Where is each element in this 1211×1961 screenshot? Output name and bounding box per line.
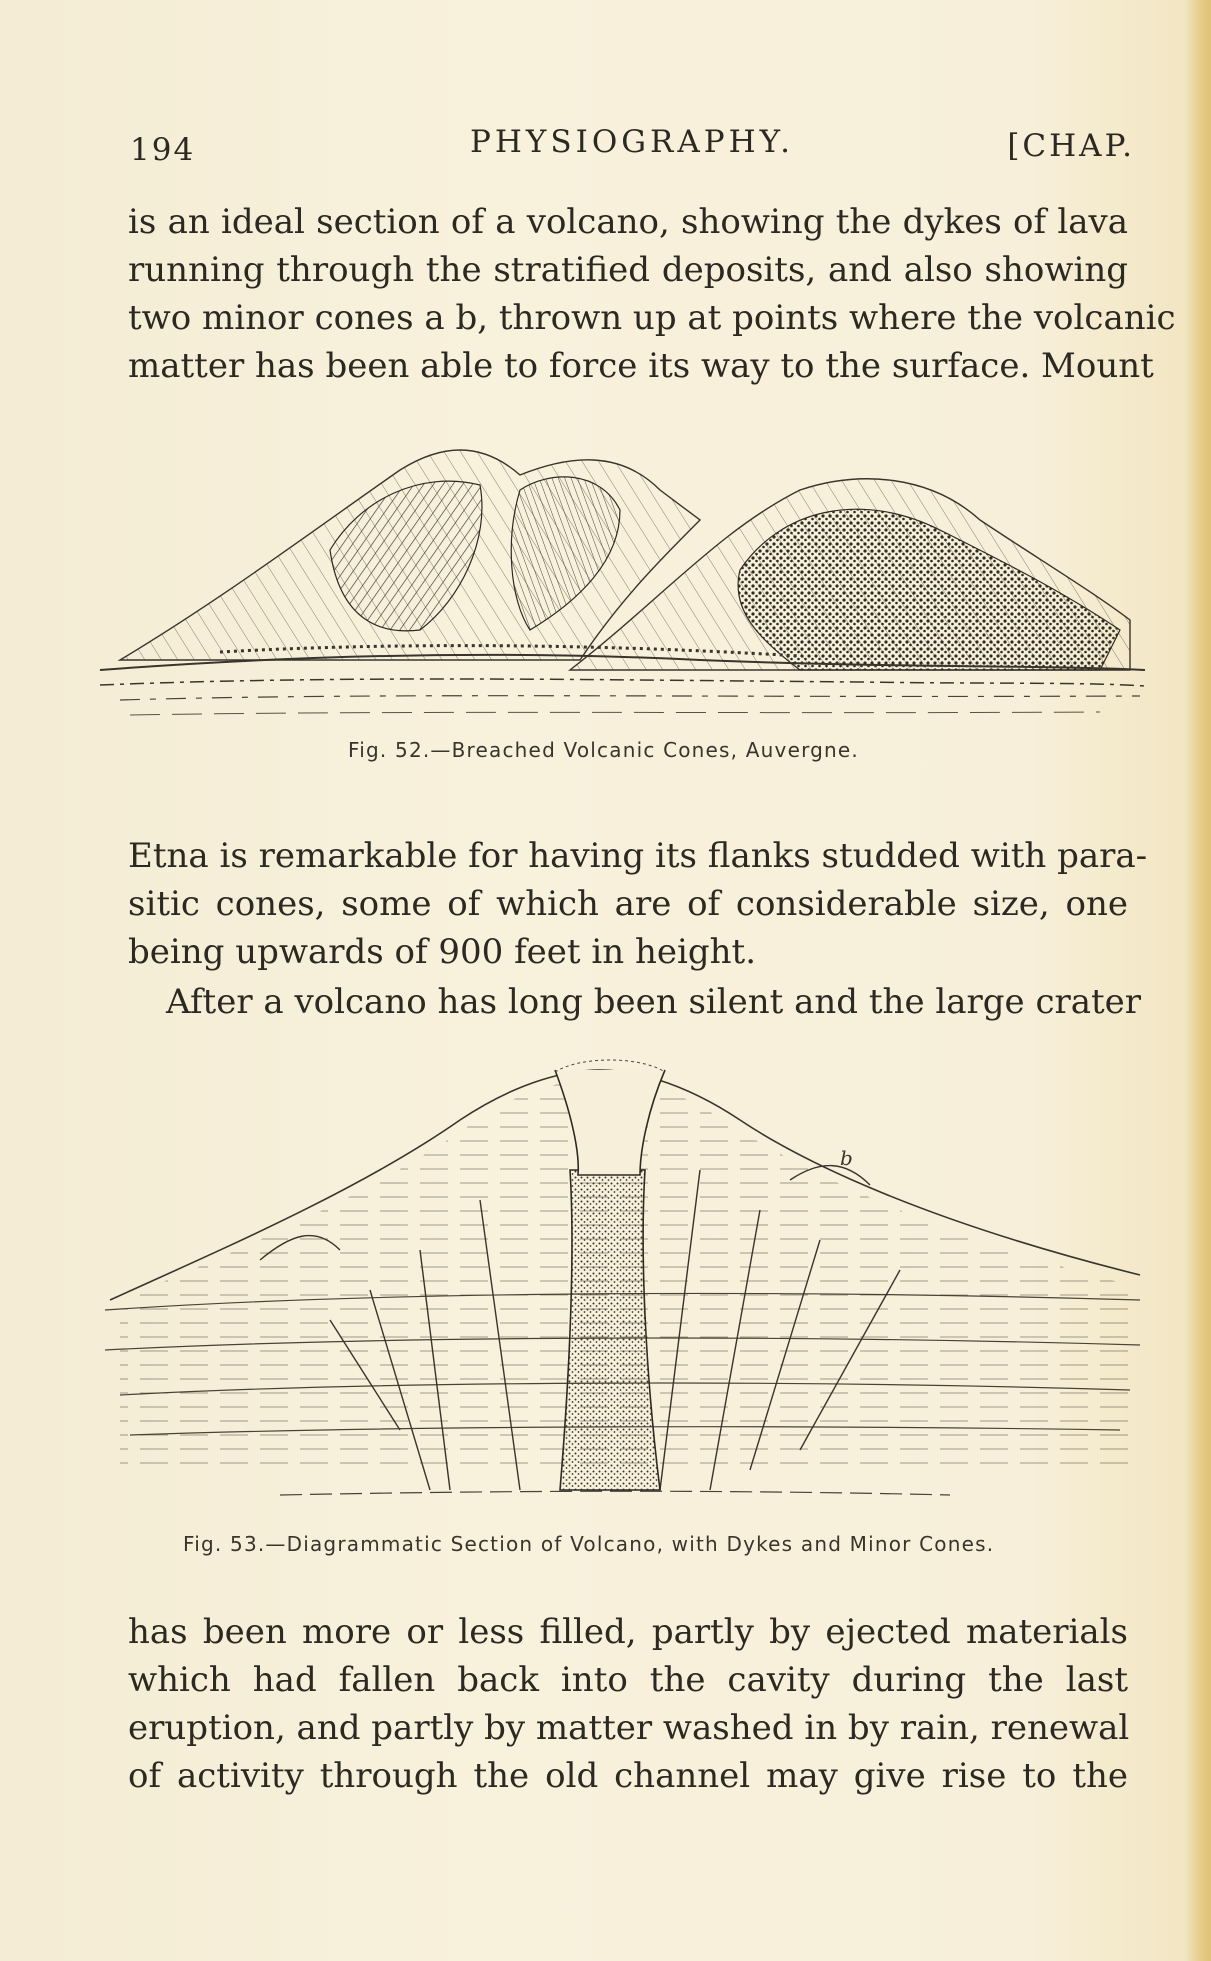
text-line: is an ideal section of a volcano, showing the dykes of lava [128, 202, 1128, 242]
paragraph-2 [128, 832, 1148, 976]
text-line: matter has been able to force its way to the surface. Mount [128, 346, 1154, 386]
text-line: being upwards of 900 feet in height. [128, 932, 757, 972]
paragraph-1 [128, 198, 1176, 390]
figure-53-caption: Fig. 53.—Diagrammatic Section of Volcano, with Dykes and Minor Cones. [183, 1532, 995, 1556]
running-title: PHYSIOGRAPHY. [470, 124, 794, 160]
figure-53-volcano-section-diagram [100, 1050, 1145, 1520]
text-line: which had fallen back into the cavity during the last [128, 1660, 1128, 1700]
minor-cone-label-b: b [840, 1146, 853, 1170]
text-line: of activity through the old channel may give rise to the [128, 1756, 1128, 1796]
text-line: has been more or less filled, partly by ejected materials [128, 1612, 1128, 1652]
figure-52-breached-cones-illustration [100, 430, 1145, 730]
running-header [130, 124, 1135, 174]
figure-52-caption: Fig. 52.—Breached Volcanic Cones, Auvergne. [348, 738, 859, 762]
text-line: running through the stratified deposits, and also showing [128, 250, 1128, 290]
text-line: sitic cones, some of which are of considerable size, one [128, 884, 1128, 924]
text-line: After a volcano has long been silent and the large crater [166, 982, 1142, 1022]
paragraph-3 [128, 978, 1142, 1026]
text-line: eruption, and partly by matter washed in by rain, renewal [128, 1708, 1130, 1748]
text-line: Etna is remarkable for having its flanks studded with para- [128, 836, 1148, 876]
text-line: two minor cones a b, thrown up at points where the volcanic [128, 298, 1176, 338]
paragraph-4 [128, 1608, 1128, 1800]
page-edge-shadow [1185, 0, 1211, 1961]
chapter-mark: [CHAP. [1007, 128, 1135, 164]
page-number: 194 [130, 132, 196, 168]
